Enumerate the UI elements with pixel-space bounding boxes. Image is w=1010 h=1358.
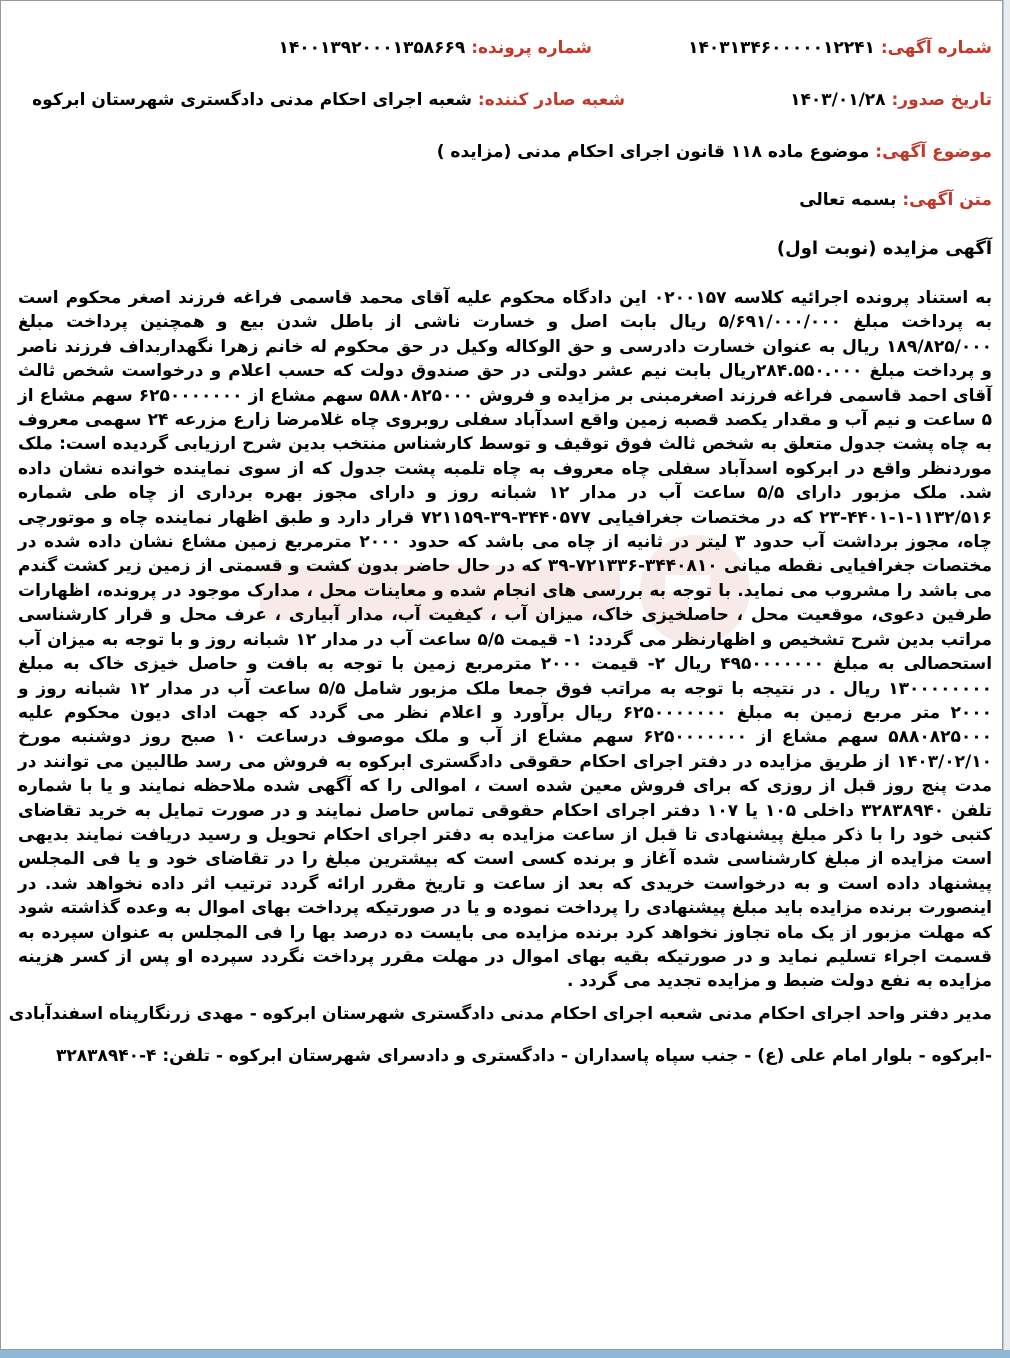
text-label: متن آگهی: [902,190,992,210]
address-line: -ابرکوه - بلوار امام علی (ع) - جنب سپاه پاسداران - دادگستری و دادسرای شهرستان ابرکوه - تلفن: ۴-۳۲۸۳۸۹۴۰ [55,1045,992,1066]
subject-value: موضوع ماده ۱۱۸ قانون اجرای احکام مدنی (مزایده ) [436,142,870,162]
issue-date-field [765,90,992,110]
issuer-label: شعبه صادر کننده: [477,90,626,110]
issuer-value: شعبه اجرای احکام مدنی دادگستری شهرستان ابرکوه [32,90,472,110]
issue-date-label: تاریخ صدور: [891,90,992,110]
case-number-label: شماره پرونده: [471,38,592,58]
notice-number-field [688,38,992,58]
notice-title: آگهی مزایده (نوبت اول) [776,238,992,259]
case-number-field [14,38,732,58]
vertical-scrollbar[interactable] [1003,0,1010,1358]
bottom-accent-bar [0,1350,1010,1358]
issue-date-value: ۱۴۰۳/۰۱/۲۸ [790,90,886,110]
meta-row-issue [14,90,992,142]
notice-body: به استناد پرونده اجرائیه کلاسه ۰۲۰۰۱۵۷ این دادگاه محکوم علیه آقای محمد قاسمی فراغه فرزند اصغر محکوم است به پرداخت مبلغ ۵/۶۹۱/۰۰۰/۰۰۰ ریال بابت اصل و خسارت ناشی از باطل شدن بیع و همچنین پرداخت مبلغ ۱۸۹/۸۲۵/۰۰۰ ریال به عنوان خسارت دادرسی و حق الوکاله وکیل در حق محکوم له خانم زهرا نگهداربداف فرزند ناصر و پرداخت مبلغ ۲۸۴.۵۵۰.۰۰۰ریال بابت نیم عشر دولتی در حق صندوق دولت که حسب اعلام و درخواست شخص ثالث آقای احمد قاسمی فراغه فرزند اصغرمبنی بر مزایده و فروش ۵۸۸۰۸۲۵۰۰۰ سهم مشاع از ۶۲۵۰۰۰۰۰۰۰ سهم مشاع از ۵ ساعت و نیم آب و مقدار یکصد قصبه زمین واقع اسدآباد سفلی روبروی چاه غلامرضا زارع مزرعه ۲۴ سهمی معروف به چاه پشت جدول متعلق به شخص ثالث فوق توقیف و توسط کارشناس منتخب بدین شرح ارزیابی گردیده است: ملک موردنظر واقع در ابرکوه اسدآباد سفلی چاه معروف به چاه تلمبه پشت جدول که از سوی نماینده خوانده نشان داده شد. ملک مزبور دارای ۵/۵ ساعت آب در مدار ۱۲ شبانه روز و دارای مجوز بهره برداری از چاه طی شماره ۱۱۳۲/۵۱۶-۱-۴۴۰۱-۲۳ که در مختصات جغرافیایی ۳۴۴۰۵۷۷-۳۹-۷۲۱۱۵۹ قرار دارد و طبق اظهار نماینده چاه و موتورچی چاه، مجوز برداشت آب حدود ۳ لیتر در ثانیه از چاه می باشد که حدود ۲۰۰۰ مترمربع زمین مشاع نشان داده شده در مختصات جغرافیایی نقطه میانی ۳۴۴۰۸۱۰-۷۲۱۳۳۶-۳۹ که در حال حاضر بدون کشت و قسمتی از زمین زیر کشت گندم می باشد را مشروب می نماید. با توجه به بررسی های انجام شده و معاینات محل ، مدارک موجود در پرونده، اظهارات طرفین دعوی، موقعیت محل ، حاصلخیزی خاک، میزان آب ، کیفیت آب، مدار آبیاری ، عرف محل و قرار کارشناسی مراتب بدین شرح تشخیص و اظهارنظر می گردد: ۱- قیمت ۵/۵ ساعت آب در مدار ۱۲ شبانه روز و با توجه به میزان آب استحصالی به مبلغ ۴۹۵۰۰۰۰۰۰۰ ریال ۲- قیمت ۲۰۰۰ مترمربع زمین با توجه به بافت و حاصل خیزی خاک به مبلغ ۱۳۰۰۰۰۰۰۰۰ ریال . در نتیجه با توجه به مراتب فوق جمعا ملک مزبور شامل ۵/۵ ساعت آب در مدار ۱۲ شبانه روز و ۲۰۰۰ متر مربع زمین به مبلغ ۶۲۵۰۰۰۰۰۰۰ ریال برآورد و اعلام نظر می گردد که جهت ادای دیون محکوم علیه ۵۸۸۰۸۲۵۰۰۰ سهم مشاع از ۶۲۵۰۰۰۰۰۰۰ سهم مشاع از آب و ملک موصوف درساعت ۱۰ صبح روز دوشنبه مورخ ۱۴۰۳/۰۲/۱۰ از طریق مزایده در دفتر اجرای احکام حقوقی دادگستری ابرکوه به فروش می رسد طالبین می توانند در مدت پنج روز قبل از روزی که برای فروش معین شده است ، اموالی را که آگهی شده ملاحظه نمایند و یا با شماره تلفن ۳۲۸۳۸۹۴۰ داخلی ۱۰۵ یا ۱۰۷ دفتر اجرای احکام حقوقی تماس حاصل نمایند و در صورت تمایل به خرید تقاضای کتبی خود را با ذکر مبلغ پیشنهادی تا قبل از ساعت مزایده به دفتر اجرای احکام تحویل و رسید دریافت نمایند بدیهی است مزایده از مبلغ کارشناسی شده آغاز و برنده کسی است که بیشترین مبلغ را در تقاضای خود و یا فی المجلس پیشنهاد داده است و به درخواست خریدی که بعد از ساعت و تاریخ مقرر ارائه گردد ترتیب اثر داده نخواهد شد. در اینصورت برنده مزایده باید مبلغ پیشنهادی را پرداخت نموده و یا در صورتیکه پرداخت بهای اموال به وعده گذاشته شود که مهلت مزبور از یک ماه تجاوز نخواهد کرد برنده مزایده می بایست ده درصد بها را فی المجلس به عنوان سپرده به قسمت اجراء تسلیم نماید و در صورتیکه بقیه بهای اموال در مهلت مقرر پرداخت نگردد سپرده او پس از کسر هزینه مزایده به نفع دولت ضبط و مزایده تجدید می گردد . [18,288,993,992]
subject-label: موضوع آگهی: [875,142,992,162]
subject-field [14,142,992,190]
signature-line: مدیر دفتر واحد اجرای احکام مدنی شعبه اجرای احکام مدنی دادگستری شهرستان ابرکوه - مهدی زرنگارپناه اسفندآبادی [8,1003,992,1024]
text-intro-value: بسمه تعالی [799,190,897,210]
issuer-field [14,90,765,110]
text-intro-field [14,190,992,238]
notice-number-label: شماره آگهی: [880,38,992,58]
meta-row-numbers [14,38,992,90]
notice-content [8,38,993,1086]
notice-number-value: ۱۴۰۳۱۳۴۶۰۰۰۰۰۱۲۲۴۱ [688,38,875,58]
case-number-value: ۱۴۰۰۱۳۹۲۰۰۰۱۳۵۸۶۶۹ [278,38,466,58]
